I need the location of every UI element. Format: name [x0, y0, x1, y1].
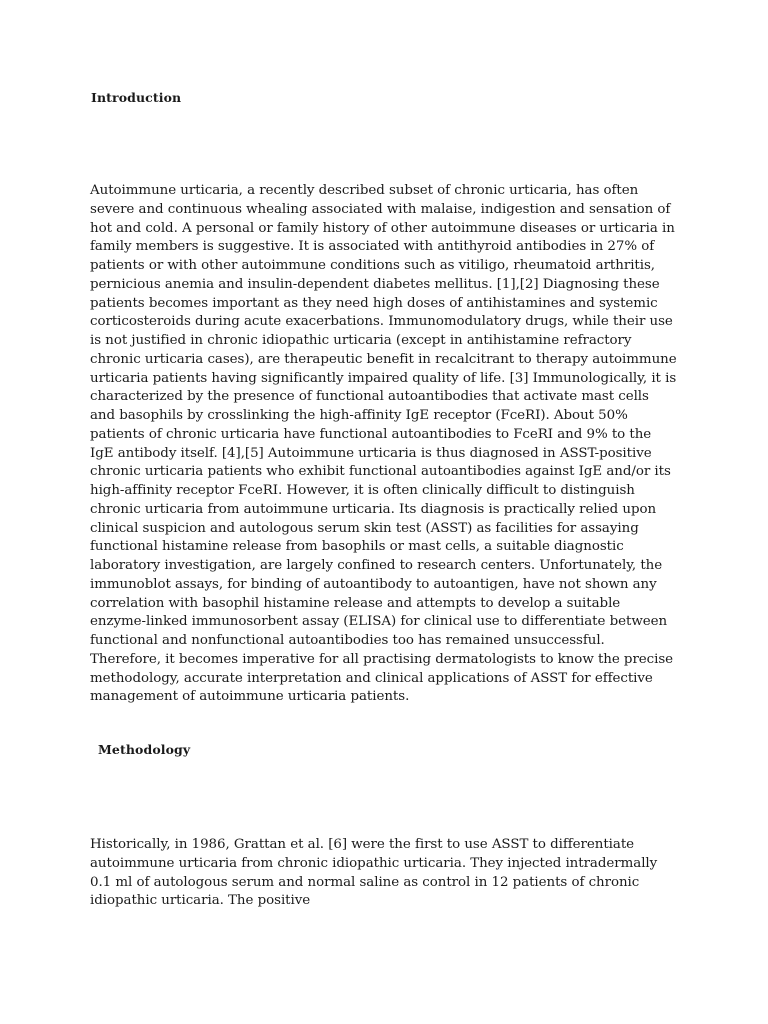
introduction-heading: Introduction [91, 90, 182, 105]
introduction-paragraph: Autoimmune urticaria, a recently described subset of chronic urticaria, has often severe and continuous whealing associated with malaise, indigestion and sensation of hot and cold. A personal or family history of other autoimmune diseases or urticaria in family members is suggestive. It is associated with antithyroid antibodies in 27% of patients or with other autoimmune conditions such as vitiligo, rheumatoid arthritis, pernicious anemia and insulin-dependent diabetes mellitus. [1],[2] Diagnosing these patients becomes important as they need high doses of antihistamines and systemic corticosteroids during acute exacerbations. Immunomodulatory drugs, while their use is not justified in chronic idiopathic urticaria (except in antihistamine refractory chronic urticaria cases), are therapeutic benefit in recalcitrant to therapy autoimmune urticaria patients having significantly impaired quality of life. [3] Immunologically, it is characterized by the presence of functional autoantibodies that activate mast cells and basophils by crosslinking the high-affinity IgE receptor (FceRI). About 50% patients of chronic urticaria have functional autoantibodies to FceRI and 9% to the IgE antibody itself. [4],[5] Autoimmune urticaria is thus diagnosed in ASST-positive chronic urticaria patients who exhibit functional autoantibodies against IgE and/or its high-affinity receptor FceRI. However, it is often clinically difficult to distinguish chronic urticaria from autoimmune urticaria. Its diagnosis is practically relied upon clinical suspicion and autologous serum skin test (ASST) as facilities for assaying functional histamine release from basophils or mast cells, a suitable diagnostic laboratory investigation, are largely confined to research centers. Unfortunately, the immunoblot assays, for binding of autoantibody to autoantigen, have not shown any correlation with basophil histamine release and attempts to develop a suitable enzyme-linked immunosorbent assay (ELISA) for clinical use to differentiate between functional and nonfunctional autoantibodies too has remained unsuccessful. Therefore, it becomes imperative for all practising dermatologists to know the precise methodology, accurate interpretation and clinical applications of ASST for effective management of autoimmune urticaria patients. [90, 183, 677, 705]
methodology-paragraph: Historically, in 1986, Grattan et al. [6] were the first to use ASST to differentiate autoimmune urticaria from chronic idiopathic urticaria. They injected intradermally 0.1 ml of autologous serum and normal saline as control in 12 patients of chronic idiopathic urticaria. The positive [90, 837, 658, 909]
methodology-heading: Methodology [98, 742, 191, 757]
